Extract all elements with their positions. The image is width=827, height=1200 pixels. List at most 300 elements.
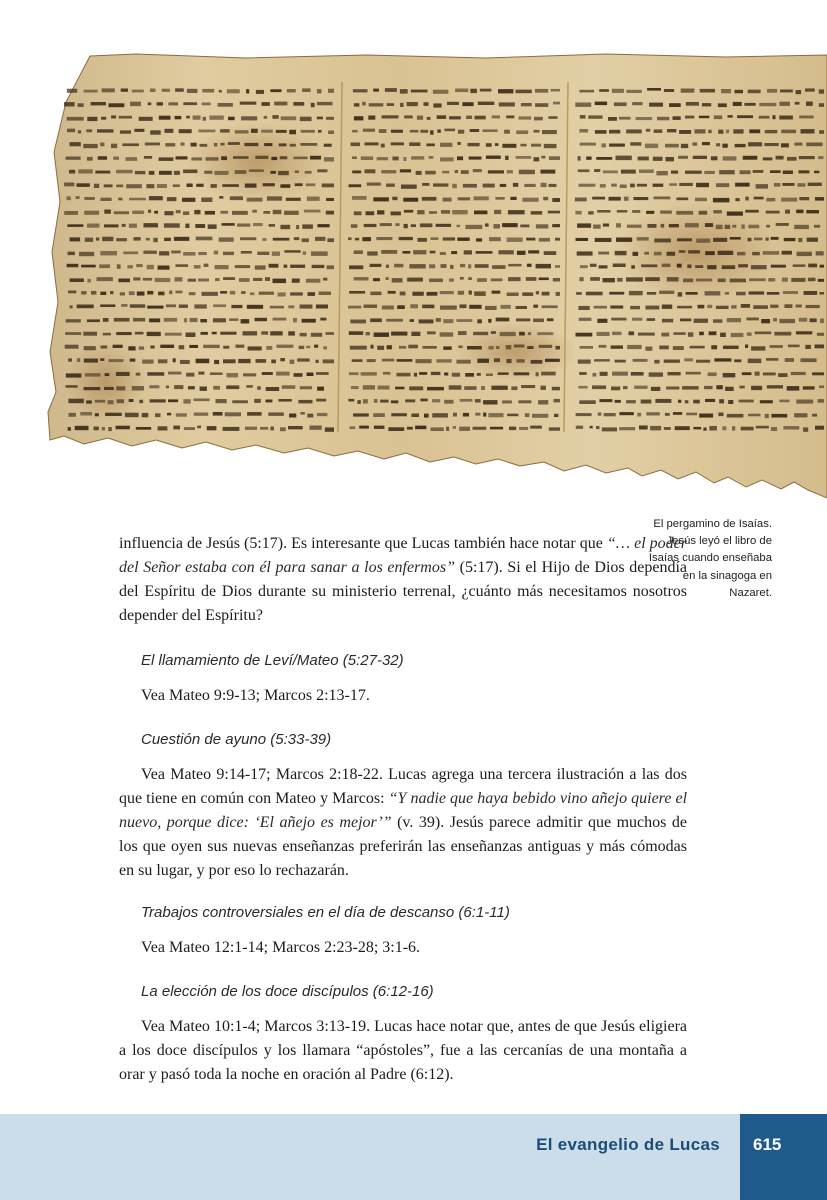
script-stroke	[709, 426, 717, 431]
script-stroke	[382, 359, 394, 362]
script-stroke	[150, 399, 166, 402]
script-stroke	[466, 116, 472, 119]
script-stroke	[588, 211, 593, 214]
script-stroke	[103, 333, 111, 336]
script-stroke	[662, 305, 672, 309]
script-stroke	[241, 291, 246, 294]
script-stroke	[315, 237, 325, 241]
script-stroke	[111, 115, 116, 118]
script-stroke	[200, 144, 208, 147]
script-stroke	[645, 347, 652, 351]
script-stroke	[319, 292, 331, 296]
script-stroke	[453, 426, 456, 429]
script-stroke	[392, 157, 398, 161]
script-stroke	[480, 89, 492, 92]
script-stroke	[599, 345, 607, 348]
script-stroke	[130, 359, 136, 362]
script-stroke	[68, 399, 83, 404]
script-stroke	[507, 170, 513, 173]
script-stroke	[135, 171, 146, 174]
script-stroke	[664, 427, 671, 430]
script-stroke	[596, 157, 612, 160]
script-stroke	[664, 360, 680, 363]
script-stroke	[326, 332, 335, 335]
script-stroke	[677, 306, 692, 309]
script-stroke	[654, 239, 671, 243]
script-stroke	[102, 427, 105, 431]
script-stroke	[783, 171, 793, 175]
script-stroke	[132, 386, 144, 391]
script-stroke	[535, 103, 548, 107]
script-stroke	[766, 358, 778, 361]
script-stroke	[86, 400, 92, 403]
script-stroke	[673, 412, 682, 415]
script-stroke	[188, 279, 196, 282]
script-stroke	[646, 412, 660, 415]
script-stroke	[603, 224, 609, 227]
script-stroke	[98, 156, 107, 160]
script-stroke	[351, 143, 360, 147]
script-stroke	[444, 400, 453, 404]
script-stroke	[409, 386, 423, 390]
script-stroke	[365, 142, 379, 145]
script-stroke	[361, 156, 373, 160]
script-stroke	[768, 278, 775, 281]
script-stroke	[113, 157, 119, 160]
script-stroke	[603, 170, 618, 173]
script-stroke	[433, 90, 449, 94]
script-stroke	[179, 345, 185, 349]
script-stroke	[609, 144, 625, 147]
script-stroke	[230, 291, 235, 295]
script-stroke	[552, 224, 560, 227]
script-stroke	[159, 157, 174, 161]
script-stroke	[142, 360, 153, 364]
script-stroke	[255, 265, 266, 269]
script-stroke	[744, 103, 755, 106]
script-stroke	[103, 318, 109, 322]
script-stroke	[328, 131, 334, 135]
script-stroke	[773, 115, 776, 119]
script-stroke	[536, 224, 548, 228]
script-stroke	[235, 170, 247, 174]
script-stroke	[165, 143, 175, 146]
script-stroke	[391, 400, 398, 403]
script-stroke	[653, 197, 670, 200]
script-stroke	[352, 196, 367, 200]
script-stroke	[714, 358, 731, 361]
script-stroke	[725, 225, 731, 229]
script-stroke	[761, 319, 770, 323]
script-stroke	[694, 319, 708, 323]
script-stroke	[307, 373, 314, 377]
script-stroke	[741, 304, 750, 308]
script-stroke	[174, 237, 189, 241]
script-stroke	[787, 386, 800, 391]
script-stroke	[443, 237, 455, 240]
script-stroke	[631, 265, 635, 269]
script-stroke	[754, 238, 762, 241]
script-stroke	[75, 426, 89, 430]
script-stroke	[600, 184, 606, 188]
script-stroke	[324, 144, 332, 147]
script-stroke	[249, 169, 264, 172]
script-stroke	[475, 413, 480, 416]
script-stroke	[806, 143, 822, 147]
script-stroke	[549, 184, 557, 187]
script-stroke	[528, 250, 539, 253]
script-stroke	[420, 223, 433, 227]
script-stroke	[123, 252, 138, 255]
script-stroke	[136, 264, 142, 267]
script-stroke	[165, 333, 182, 336]
script-stroke	[116, 426, 130, 430]
script-stroke	[294, 237, 300, 240]
script-stroke	[779, 319, 795, 323]
script-stroke	[429, 279, 443, 283]
script-stroke	[289, 414, 296, 418]
script-stroke	[690, 346, 705, 349]
script-stroke	[394, 264, 403, 268]
script-stroke	[664, 89, 674, 92]
script-stroke	[368, 116, 375, 120]
script-stroke	[120, 130, 131, 133]
script-stroke	[386, 265, 389, 268]
script-stroke	[719, 170, 735, 174]
script-stroke	[76, 196, 80, 199]
script-stroke	[676, 211, 693, 215]
script-stroke	[84, 387, 101, 390]
script-stroke	[70, 278, 84, 282]
script-stroke	[433, 183, 448, 186]
script-stroke	[576, 238, 589, 241]
script-stroke	[536, 291, 539, 294]
script-stroke	[636, 117, 653, 120]
script-stroke	[373, 197, 389, 201]
script-stroke	[100, 143, 104, 147]
script-stroke	[213, 412, 223, 416]
script-stroke	[450, 265, 454, 269]
script-stroke	[748, 90, 761, 94]
script-stroke	[665, 413, 670, 416]
script-stroke	[135, 332, 144, 335]
script-stroke	[687, 264, 691, 268]
script-stroke	[326, 211, 334, 215]
script-stroke	[84, 346, 96, 350]
script-stroke	[807, 238, 818, 242]
script-stroke	[457, 156, 463, 160]
script-stroke	[104, 224, 119, 227]
script-stroke	[162, 89, 170, 92]
script-stroke	[220, 143, 224, 146]
script-stroke	[302, 88, 311, 92]
script-stroke	[66, 385, 78, 388]
script-stroke	[100, 358, 104, 361]
script-stroke	[149, 171, 155, 175]
script-stroke	[692, 142, 697, 145]
script-stroke	[240, 102, 256, 105]
script-stroke	[255, 318, 268, 321]
script-stroke	[534, 157, 540, 161]
script-stroke	[305, 171, 312, 174]
script-stroke	[667, 277, 679, 281]
script-stroke	[778, 373, 787, 377]
script-stroke	[432, 399, 440, 402]
script-stroke	[167, 413, 171, 416]
script-stroke	[653, 157, 663, 161]
script-stroke	[427, 331, 436, 334]
script-stroke	[654, 129, 663, 133]
script-stroke	[730, 237, 741, 240]
script-stroke	[383, 372, 391, 375]
script-stroke	[473, 332, 488, 335]
script-stroke	[147, 332, 161, 336]
script-stroke	[661, 333, 669, 337]
script-stroke	[685, 116, 694, 119]
script-stroke	[475, 116, 486, 120]
script-stroke	[527, 346, 533, 349]
script-stroke	[380, 400, 389, 403]
script-stroke	[176, 264, 189, 267]
script-stroke	[519, 427, 528, 430]
script-stroke	[366, 332, 370, 335]
script-stroke	[213, 304, 226, 307]
script-stroke	[436, 318, 441, 322]
script-stroke	[296, 225, 299, 229]
script-stroke	[494, 210, 501, 214]
script-stroke	[598, 252, 609, 255]
script-stroke	[682, 386, 699, 390]
script-stroke	[735, 198, 739, 201]
script-stroke	[508, 264, 521, 267]
script-stroke	[316, 372, 329, 375]
script-stroke	[781, 198, 797, 202]
script-stroke	[476, 238, 482, 241]
script-stroke	[130, 304, 145, 308]
script-stroke	[774, 183, 781, 187]
script-stroke	[595, 130, 607, 134]
script-stroke	[544, 144, 557, 148]
script-stroke	[611, 318, 626, 321]
script-stroke	[386, 319, 403, 322]
script-stroke	[609, 197, 621, 201]
script-stroke	[194, 210, 200, 214]
script-stroke	[530, 426, 542, 429]
script-stroke	[662, 319, 673, 323]
script-stroke	[198, 372, 204, 375]
script-stroke	[373, 89, 379, 92]
script-stroke	[70, 237, 81, 241]
script-stroke	[155, 278, 171, 282]
script-stroke	[158, 426, 168, 430]
script-stroke	[68, 252, 75, 256]
script-stroke	[745, 210, 758, 213]
script-stroke	[423, 346, 437, 349]
script-stroke	[770, 170, 781, 173]
script-stroke	[749, 291, 765, 294]
script-stroke	[227, 373, 239, 377]
script-stroke	[488, 413, 503, 417]
script-stroke	[316, 399, 326, 402]
script-stroke	[522, 292, 533, 296]
script-stroke	[186, 373, 194, 377]
script-stroke	[498, 372, 509, 375]
script-stroke	[675, 426, 690, 430]
script-stroke	[678, 156, 688, 159]
script-stroke	[222, 223, 235, 226]
script-stroke	[241, 251, 252, 254]
script-stroke	[492, 291, 501, 294]
script-stroke	[370, 318, 382, 322]
script-stroke	[679, 250, 686, 253]
script-stroke	[732, 426, 735, 430]
script-stroke	[67, 196, 71, 200]
script-stroke	[281, 116, 297, 120]
script-stroke	[695, 198, 707, 202]
script-stroke	[801, 358, 817, 362]
script-stroke	[204, 171, 212, 174]
script-stroke	[354, 103, 360, 106]
script-stroke	[461, 170, 469, 174]
script-stroke	[633, 252, 639, 256]
script-stroke	[555, 265, 560, 268]
script-stroke	[748, 142, 762, 146]
script-stroke	[91, 102, 106, 105]
script-stroke	[280, 225, 290, 229]
script-stroke	[799, 318, 807, 322]
script-stroke	[767, 292, 780, 295]
script-stroke	[354, 277, 369, 280]
script-stroke	[377, 157, 389, 160]
script-stroke	[215, 265, 229, 269]
script-stroke	[477, 373, 481, 376]
script-stroke	[317, 387, 324, 391]
script-stroke	[349, 291, 365, 294]
script-stroke	[760, 400, 773, 403]
script-stroke	[805, 345, 811, 349]
script-stroke	[269, 264, 279, 268]
script-stroke	[387, 345, 392, 349]
script-stroke	[377, 210, 384, 214]
script-stroke	[374, 399, 378, 403]
script-stroke	[97, 277, 113, 281]
script-stroke	[264, 116, 268, 119]
script-stroke	[630, 184, 635, 188]
script-stroke	[354, 116, 364, 120]
script-stroke	[116, 170, 133, 174]
script-stroke	[443, 319, 453, 323]
script-stroke	[711, 156, 718, 160]
script-stroke	[247, 305, 263, 309]
script-stroke	[440, 332, 454, 336]
script-stroke	[301, 130, 315, 133]
script-stroke	[424, 414, 429, 418]
script-stroke	[218, 103, 233, 107]
script-stroke	[252, 210, 257, 213]
script-stroke	[469, 157, 482, 160]
script-stroke	[298, 400, 312, 404]
script-stroke	[727, 318, 741, 322]
script-stroke	[668, 372, 681, 375]
script-stroke	[232, 400, 248, 403]
script-stroke	[771, 237, 779, 240]
script-stroke	[397, 305, 405, 309]
script-stroke	[638, 157, 649, 161]
script-stroke	[364, 305, 378, 308]
script-stroke	[799, 197, 809, 200]
script-stroke	[433, 103, 441, 107]
script-stroke	[419, 372, 427, 375]
script-stroke	[70, 305, 73, 308]
script-stroke	[586, 157, 591, 160]
script-stroke	[491, 386, 507, 390]
script-stroke	[188, 386, 195, 389]
script-stroke	[286, 198, 301, 201]
script-stroke	[733, 129, 743, 133]
script-stroke	[771, 265, 786, 268]
script-stroke	[327, 265, 334, 269]
script-stroke	[203, 345, 220, 348]
script-stroke	[400, 89, 408, 94]
script-stroke	[121, 89, 128, 92]
script-stroke	[263, 211, 270, 214]
section-heading: Trabajos controversiales en el día de descanso (6:1-11)	[141, 904, 510, 921]
script-stroke	[416, 171, 422, 175]
script-stroke	[531, 360, 543, 364]
script-stroke	[183, 252, 195, 256]
script-stroke	[576, 413, 592, 416]
script-stroke	[253, 278, 262, 281]
script-stroke	[608, 117, 617, 121]
script-stroke	[175, 116, 182, 119]
script-stroke	[391, 413, 407, 416]
script-stroke	[626, 277, 643, 281]
script-stroke	[794, 413, 807, 417]
script-stroke	[517, 359, 525, 362]
script-stroke	[65, 332, 81, 335]
script-stroke	[609, 292, 624, 295]
script-stroke	[812, 372, 824, 375]
page-number-box	[740, 1114, 827, 1200]
script-stroke	[229, 318, 238, 321]
script-stroke	[796, 90, 802, 94]
script-stroke	[273, 210, 282, 214]
script-stroke	[655, 399, 671, 403]
script-stroke	[637, 413, 641, 417]
script-stroke	[221, 156, 227, 160]
script-stroke	[486, 143, 492, 147]
script-stroke	[276, 130, 287, 133]
script-stroke	[595, 102, 607, 106]
script-stroke	[647, 318, 656, 321]
script-stroke	[307, 414, 313, 418]
script-stroke	[269, 224, 275, 227]
script-stroke	[457, 238, 469, 241]
script-stroke	[374, 333, 389, 337]
script-stroke	[536, 372, 539, 376]
script-stroke	[410, 304, 418, 308]
script-stroke	[771, 427, 777, 431]
script-stroke	[311, 251, 328, 256]
script-stroke	[278, 292, 286, 296]
script-stroke	[627, 225, 642, 228]
script-stroke	[133, 277, 140, 280]
script-stroke	[443, 346, 451, 349]
script-stroke	[408, 345, 418, 349]
script-stroke	[260, 427, 268, 430]
script-stroke	[457, 225, 461, 228]
script-stroke	[776, 223, 789, 226]
